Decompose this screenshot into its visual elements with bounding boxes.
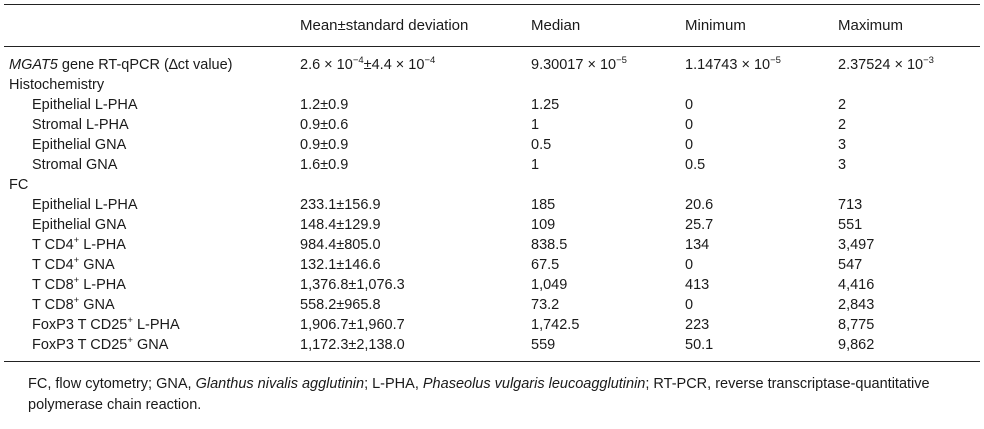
row-label: T CD4+ GNA: [32, 255, 115, 273]
median-cell: 1: [531, 117, 540, 133]
section-row: [0, 75, 984, 95]
minimum-cell: 0: [685, 257, 694, 273]
mean-cell: 1,376.8±1,076.3: [300, 277, 405, 293]
section-heading-fc: FC: [9, 177, 29, 193]
row-label: MGAT5 gene RT-qPCR (∆ct value): [9, 57, 233, 73]
mean-cell: 0.9±0.9: [300, 137, 349, 153]
median-cell: 67.5: [531, 257, 560, 273]
table-row: [0, 215, 984, 235]
minimum-cell: 0: [685, 297, 694, 313]
header-minimum: Minimum: [685, 17, 746, 34]
row-label: FoxP3 T CD25+ L-PHA: [32, 315, 180, 333]
mean-cell: 0.9±0.6: [300, 117, 349, 133]
minimum-cell: 0: [685, 117, 694, 133]
top-rule: [4, 4, 980, 5]
mean-cell: 1.2±0.9: [300, 97, 349, 113]
row-label: T CD8+ L-PHA: [32, 275, 126, 293]
mean-cell: $2.6 \times 10^{-4}\pm 4.4 \times 10^{-4}$: [300, 55, 436, 73]
minimum-cell: 20.6: [685, 197, 714, 213]
median-cell: 1.25: [531, 97, 560, 113]
mean-cell: 132.1±146.6: [300, 257, 381, 273]
table-row: [0, 255, 984, 275]
header-maximum: Maximum: [838, 17, 904, 34]
row-label: Epithelial GNA: [32, 217, 127, 233]
minimum-cell: 0: [685, 137, 694, 153]
table-footnote: FC, flow cytometry; GNA, Glanthus nivalis agglutinin; L-PHA, Phaseolus vulgaris leucoagglutinin; RT-PCR, reverse transcriptase-quantitative polymerase chain reaction.: [28, 376, 930, 413]
header-median: Median: [531, 17, 581, 34]
table-row: [0, 95, 984, 115]
median-cell: $9.30017 \times 10^{-5}$: [531, 55, 627, 73]
table-row: [0, 195, 984, 215]
table-row: [0, 295, 984, 315]
maximum-cell: 713: [838, 197, 863, 213]
median-cell: 109: [531, 217, 556, 233]
table-row: [0, 115, 984, 135]
median-cell: 73.2: [531, 297, 560, 313]
maximum-cell: 551: [838, 217, 863, 233]
median-cell: 838.5: [531, 237, 568, 253]
median-cell: 185: [531, 197, 556, 213]
maximum-cell: 2: [838, 117, 847, 133]
mean-cell: 1.6±0.9: [300, 157, 349, 173]
maximum-cell: 3,497: [838, 237, 875, 253]
mean-cell: 1,906.7±1,960.7: [300, 317, 405, 333]
table-row: [0, 155, 984, 175]
header-mean: Mean±standard deviation: [300, 17, 469, 34]
mean-cell: 233.1±156.9: [300, 197, 381, 213]
minimum-cell: 134: [685, 237, 710, 253]
minimum-cell: 0.5: [685, 157, 706, 173]
minimum-cell: 0: [685, 97, 694, 113]
row-label: T CD4+ L-PHA: [32, 235, 126, 253]
table-row: [0, 55, 984, 75]
minimum-cell: 25.7: [685, 217, 714, 233]
median-cell: 1,742.5: [531, 317, 580, 333]
minimum-cell: $1.14743 \times 10^{-5}$: [685, 55, 781, 73]
maximum-cell: 9,862: [838, 337, 875, 353]
maximum-cell: 547: [838, 257, 863, 273]
row-label: T CD8+ GNA: [32, 295, 115, 313]
table-row: [0, 275, 984, 295]
mean-cell: 984.4±805.0: [300, 237, 381, 253]
row-label: Epithelial GNA: [32, 137, 127, 153]
table-row: [0, 315, 984, 335]
row-label: Epithelial L-PHA: [32, 197, 138, 213]
minimum-cell: 413: [685, 277, 710, 293]
maximum-cell: 3: [838, 157, 847, 173]
maximum-cell: 2,843: [838, 297, 875, 313]
maximum-cell: $2.37524 \times 10^{-3}$: [838, 55, 934, 73]
row-label: Epithelial L-PHA: [32, 97, 138, 113]
mean-cell: 1,172.3±2,138.0: [300, 337, 405, 353]
maximum-cell: 2: [838, 97, 847, 113]
minimum-cell: 50.1: [685, 337, 714, 353]
row-label: Stromal GNA: [32, 157, 118, 173]
header-rule: [4, 46, 980, 47]
table-row: [0, 235, 984, 255]
maximum-cell: 4,416: [838, 277, 875, 293]
median-cell: 1: [531, 157, 540, 173]
median-cell: 559: [531, 337, 556, 353]
table-row: [0, 135, 984, 155]
section-heading-histochemistry: Histochemistry: [9, 77, 105, 93]
maximum-cell: 8,775: [838, 317, 875, 333]
section-row: [0, 175, 984, 195]
table-row: [0, 335, 984, 355]
mean-cell: 148.4±129.9: [300, 217, 381, 233]
row-label: Stromal L-PHA: [32, 117, 129, 133]
median-cell: 0.5: [531, 137, 552, 153]
mean-cell: 558.2±965.8: [300, 297, 381, 313]
row-label: FoxP3 T CD25+ GNA: [32, 335, 169, 353]
bottom-rule: [4, 361, 980, 362]
maximum-cell: 3: [838, 137, 847, 153]
minimum-cell: 223: [685, 317, 710, 333]
median-cell: 1,049: [531, 277, 568, 293]
